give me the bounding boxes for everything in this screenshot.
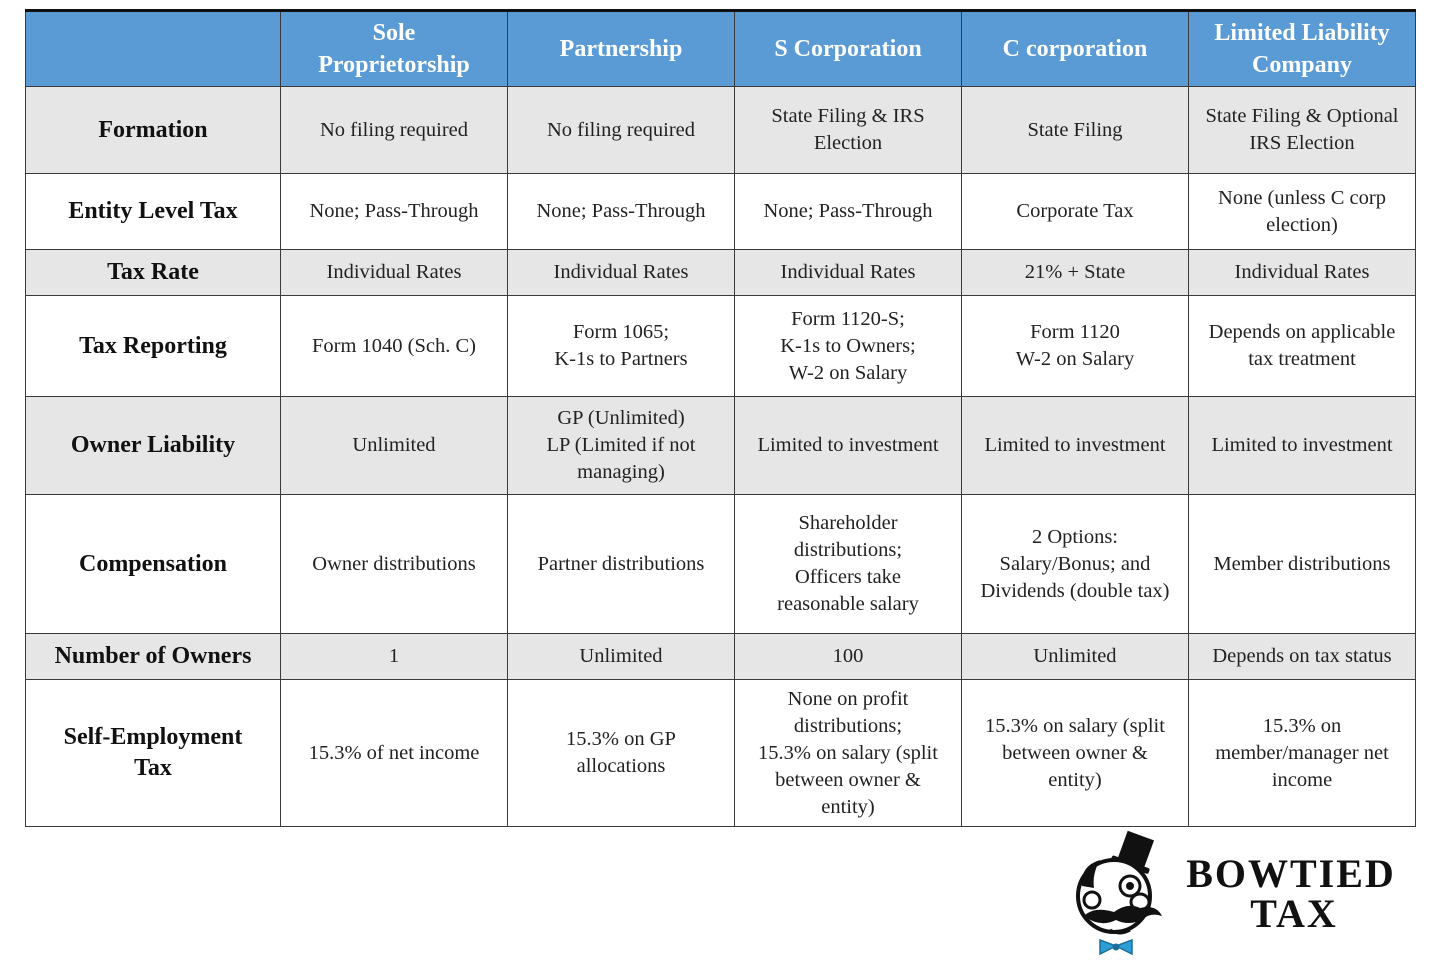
row-label-tax-reporting: Tax Reporting — [26, 296, 281, 397]
header-sole-proprietorship: Sole Proprietorship — [281, 11, 508, 87]
row-entity-level-tax — [26, 174, 1416, 250]
header-row — [26, 11, 1416, 87]
table-cell: 15.3% on member/manager net income — [1189, 680, 1416, 827]
bowtied-tax-logo — [1070, 830, 1410, 958]
table-cell: Partner distributions — [508, 495, 735, 634]
row-label-formation: Formation — [26, 87, 281, 174]
table-cell: Limited to investment — [735, 397, 962, 495]
mustached-mascot-with-top-hat-and-bowtie-icon — [1070, 830, 1170, 958]
business-entity-comparison-table — [25, 9, 1416, 827]
row-owner-liability — [26, 397, 1416, 495]
table-cell: 15.3% of net income — [281, 680, 508, 827]
table-cell: No filing required — [281, 87, 508, 174]
header-partnership: Partnership — [508, 11, 735, 87]
table-cell: Form 1120 W-2 on Salary — [962, 296, 1189, 397]
header-c-corporation: C corporation — [962, 11, 1189, 87]
row-label-owner-liability: Owner Liability — [26, 397, 281, 495]
header-corner-cell — [26, 11, 281, 87]
row-number-of-owners — [26, 634, 1416, 680]
table-cell: 2 Options: Salary/Bonus; and Dividends (double tax) — [962, 495, 1189, 634]
table-cell: None on profit distributions; 15.3% on salary (split between owner & entity) — [735, 680, 962, 827]
table-cell: No filing required — [508, 87, 735, 174]
table-cell: Owner distributions — [281, 495, 508, 634]
row-label-self-employment-tax: Self-Employment Tax — [26, 680, 281, 827]
logo-wordmark — [1178, 851, 1404, 936]
table-cell: Corporate Tax — [962, 174, 1189, 250]
table-cell: State Filing & Optional IRS Election — [1189, 87, 1416, 174]
table-cell: Limited to investment — [962, 397, 1189, 495]
table-cell: 21% + State — [962, 250, 1189, 296]
table-cell: Unlimited — [962, 634, 1189, 680]
table-cell: Depends on tax status — [1189, 634, 1416, 680]
table-cell: Individual Rates — [508, 250, 735, 296]
row-label-compensation: Compensation — [26, 495, 281, 634]
table-cell: Form 1120-S; K-1s to Owners; W-2 on Salary — [735, 296, 962, 397]
table-cell: State Filing — [962, 87, 1189, 174]
row-compensation — [26, 495, 1416, 634]
logo-word-bowtied: BOWTIED — [1186, 851, 1396, 896]
table-cell: None; Pass-Through — [281, 174, 508, 250]
table-cell: Individual Rates — [735, 250, 962, 296]
header-llc: Limited Liability Company — [1189, 11, 1416, 87]
table-cell: None; Pass-Through — [508, 174, 735, 250]
table-cell: 1 — [281, 634, 508, 680]
table-cell: Individual Rates — [1189, 250, 1416, 296]
table-cell: Form 1065; K-1s to Partners — [508, 296, 735, 397]
row-self-employment-tax — [26, 680, 1416, 827]
table-cell: Individual Rates — [281, 250, 508, 296]
table-cell: Unlimited — [508, 634, 735, 680]
table-cell: State Filing & IRS Election — [735, 87, 962, 174]
header-s-corporation: S Corporation — [735, 11, 962, 87]
table-cell: Depends on applicable tax treatment — [1189, 296, 1416, 397]
row-label-number-of-owners: Number of Owners — [26, 634, 281, 680]
table-cell: Member distributions — [1189, 495, 1416, 634]
table-cell: None; Pass-Through — [735, 174, 962, 250]
table-cell: Limited to investment — [1189, 397, 1416, 495]
table-cell: None (unless C corp election) — [1189, 174, 1416, 250]
row-formation — [26, 87, 1416, 174]
table-cell: Unlimited — [281, 397, 508, 495]
table-cell: Shareholder distributions; Officers take reasonable salary — [735, 495, 962, 634]
table-cell: 15.3% on GP allocations — [508, 680, 735, 827]
row-tax-reporting — [26, 296, 1416, 397]
table-cell: Form 1040 (Sch. C) — [281, 296, 508, 397]
logo-word-tax: TAX — [1250, 891, 1338, 936]
row-label-entity-level-tax: Entity Level Tax — [26, 174, 281, 250]
table-cell: 100 — [735, 634, 962, 680]
row-tax-rate — [26, 250, 1416, 296]
table-cell: 15.3% on salary (split between owner & entity) — [962, 680, 1189, 827]
row-label-tax-rate: Tax Rate — [26, 250, 281, 296]
table-cell: GP (Unlimited) LP (Limited if not managing) — [508, 397, 735, 495]
